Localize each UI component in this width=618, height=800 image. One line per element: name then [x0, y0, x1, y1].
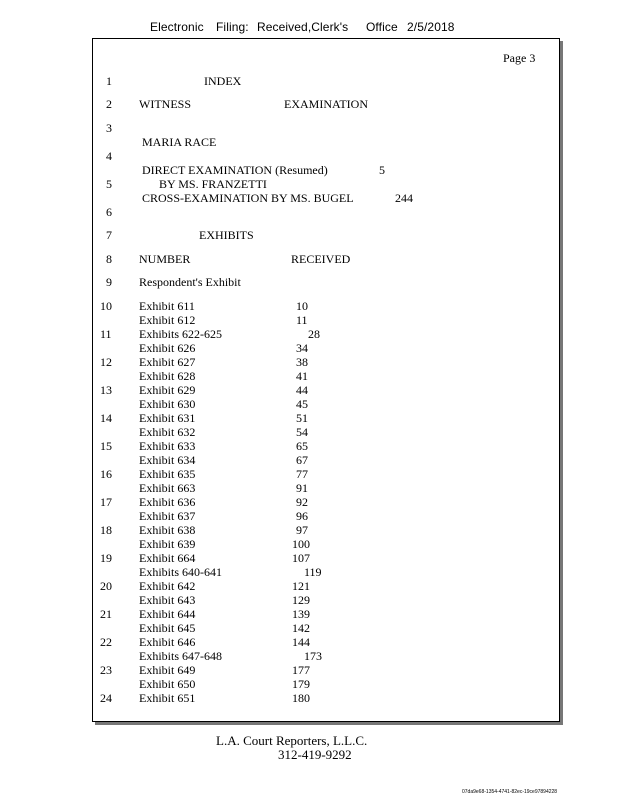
line-number: 12	[100, 355, 112, 369]
exhibit-page: 38	[296, 355, 308, 369]
line-number: 16	[100, 467, 112, 481]
line-number: 7	[106, 228, 112, 242]
line-number: 11	[100, 327, 112, 341]
line-number: 23	[100, 663, 112, 677]
exhibit-name: Exhibit 635	[139, 467, 196, 481]
line-number: 2	[106, 97, 112, 111]
exhibit-page: 139	[292, 607, 310, 621]
index-title: INDEX	[204, 74, 242, 88]
exhibit-name: Exhibits 647-648	[139, 649, 222, 663]
exhibit-name: Exhibit 649	[139, 663, 196, 677]
line-number: 18	[100, 523, 112, 537]
exhibit-page: 45	[296, 397, 308, 411]
line-number: 3	[106, 121, 112, 135]
line-number: 20	[100, 579, 112, 593]
exhibit-name: Exhibits 622-625	[139, 327, 222, 341]
exhibit-name: Exhibit 646	[139, 635, 196, 649]
exhibit-page: 28	[308, 327, 320, 341]
exhibit-page: 54	[296, 425, 308, 439]
exhibit-name: Exhibit 629	[139, 383, 196, 397]
line-number: 21	[100, 607, 112, 621]
exhibit-name: Exhibit 611	[139, 299, 195, 313]
cross-examination-page: 244	[395, 191, 413, 205]
exhibit-name: Exhibit 612	[139, 313, 196, 327]
exhibit-page: 44	[296, 383, 308, 397]
direct-examination-page: 5	[379, 163, 385, 177]
exhibit-name: Exhibit 626	[139, 341, 196, 355]
exhibit-page: 67	[296, 453, 308, 467]
line-number: 15	[100, 439, 112, 453]
exhibit-name: Exhibit 627	[139, 355, 196, 369]
received-heading: RECEIVED	[291, 252, 351, 266]
examination-heading: EXAMINATION	[284, 97, 368, 111]
exhibit-page: 173	[304, 649, 322, 663]
witness-heading: WITNESS	[139, 97, 191, 111]
exhibit-page: 144	[292, 635, 310, 649]
direct-examination: DIRECT EXAMINATION (Resumed)	[142, 163, 328, 177]
exhibit-name: Exhibit 628	[139, 369, 196, 383]
exhibit-page: 51	[296, 411, 308, 425]
exhibit-name: Exhibit 633	[139, 439, 196, 453]
exhibit-page: 34	[296, 341, 308, 355]
exhibit-name: Exhibit 632	[139, 425, 196, 439]
footer-company: L.A. Court Reporters, L.L.C.	[216, 733, 368, 748]
exhibit-page: 179	[292, 677, 310, 691]
exhibit-page: 92	[296, 495, 308, 509]
line-number: 1	[106, 74, 112, 88]
line-number: 13	[100, 383, 112, 397]
exhibit-page: 97	[296, 523, 308, 537]
cross-examination: CROSS-EXAMINATION BY MS. BUGEL	[142, 191, 354, 205]
exhibit-name: Exhibit 651	[139, 691, 196, 705]
exhibit-page: 121	[292, 579, 310, 593]
exhibit-name: Exhibit 630	[139, 397, 196, 411]
exhibit-name: Exhibit 664	[139, 551, 196, 565]
page-label: Page 3	[503, 51, 536, 65]
header-received: Received,Clerk's	[257, 20, 349, 34]
exhibits-title: EXHIBITS	[199, 228, 254, 242]
header-filing: Filing:	[216, 20, 249, 34]
line-number: 14	[100, 411, 112, 425]
exhibit-page: 10	[296, 299, 308, 313]
exhibit-name: Exhibit 650	[139, 677, 196, 691]
exhibit-page: 119	[304, 565, 322, 579]
exhibit-page: 100	[292, 537, 310, 551]
line-number: 4	[106, 149, 112, 163]
exhibit-page: 11	[296, 313, 308, 327]
direct-examination-by: BY MS. FRANZETTI	[159, 177, 267, 191]
footer-phone: 312-419-9292	[278, 747, 352, 762]
exhibit-name: Exhibit 643	[139, 593, 196, 607]
exhibit-name: Exhibit 644	[139, 607, 196, 621]
document-hash: 07da9e68-1354-4741-82ec-19ce97894228	[462, 789, 558, 795]
exhibit-name: Exhibit 642	[139, 579, 196, 593]
exhibit-page: 129	[292, 593, 310, 607]
exhibit-name: Exhibit 637	[139, 509, 196, 523]
line-number: 8	[106, 252, 112, 266]
exhibit-page: 177	[292, 663, 310, 677]
exhibit-page: 107	[292, 551, 310, 565]
respondents-exhibit-heading: Respondent's Exhibit	[139, 275, 241, 289]
line-number: 24	[100, 691, 112, 705]
line-number: 10	[100, 299, 112, 313]
exhibit-page: 65	[296, 439, 308, 453]
exhibit-page: 41	[296, 369, 308, 383]
exhibit-name: Exhibit 639	[139, 537, 196, 551]
line-number: 22	[100, 635, 112, 649]
header-office: Office	[366, 20, 398, 34]
exhibit-page: 180	[292, 691, 310, 705]
exhibit-name: Exhibit 636	[139, 495, 196, 509]
exhibit-name: Exhibits 640-641	[139, 565, 222, 579]
exhibit-name: Exhibit 663	[139, 481, 196, 495]
exhibit-name: Exhibit 634	[139, 453, 196, 467]
header-date: 2/5/2018	[407, 20, 455, 34]
exhibit-name: Exhibit 638	[139, 523, 196, 537]
number-heading: NUMBER	[139, 252, 191, 266]
exhibit-page: 77	[296, 467, 308, 481]
exhibit-name: Exhibit 645	[139, 621, 196, 635]
line-number: 9	[106, 275, 112, 289]
witness-name: MARIA RACE	[142, 135, 217, 149]
exhibit-page: 96	[296, 509, 308, 523]
exhibit-page: 142	[292, 621, 310, 635]
line-number: 6	[106, 205, 112, 219]
exhibit-name: Exhibit 631	[139, 411, 196, 425]
header-electronic: Electronic	[150, 20, 204, 34]
exhibit-page: 91	[296, 481, 308, 495]
line-number: 17	[100, 495, 112, 509]
line-number: 19	[100, 551, 112, 565]
line-number: 5	[106, 177, 112, 191]
